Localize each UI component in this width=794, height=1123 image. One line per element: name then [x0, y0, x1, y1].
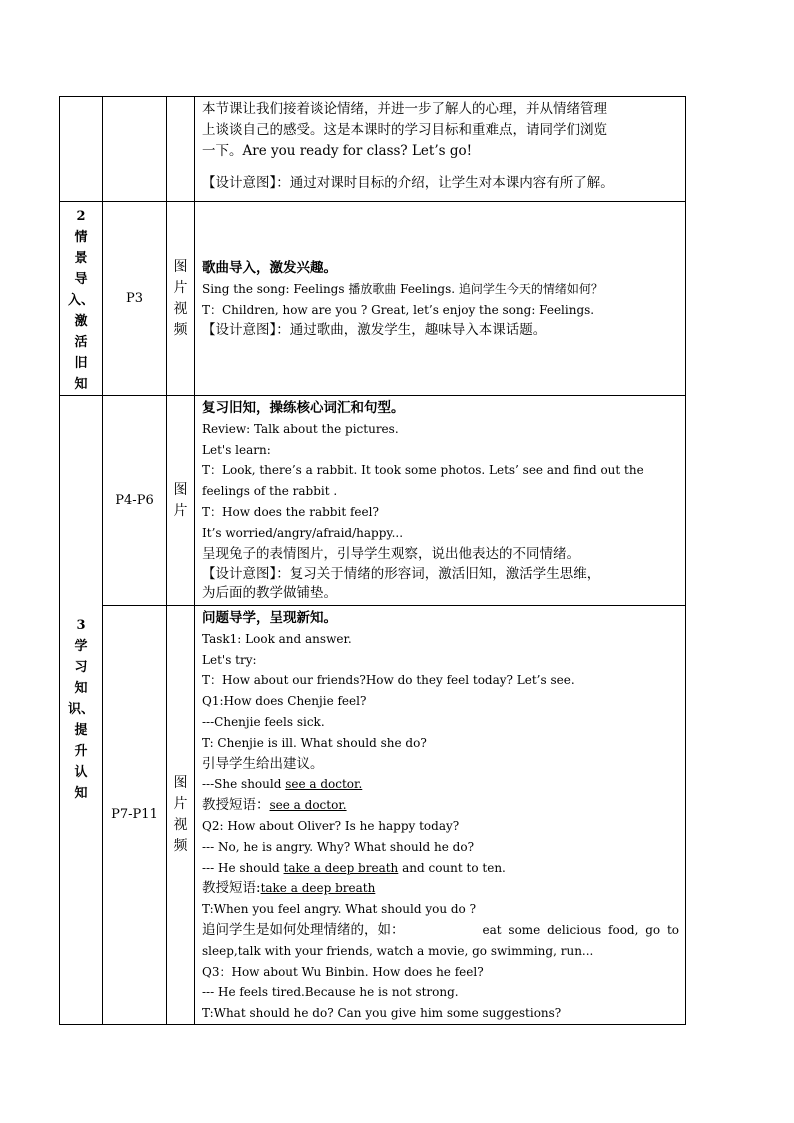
content-line: feelings of the rabbit . — [202, 484, 338, 499]
content-line: 上谈谈自己的感受。这是本课时的学习目标和重难点，请同学们浏览 — [202, 121, 607, 138]
content-line: Task1: Look and answer. — [202, 631, 352, 646]
stage-cell: 3 学 习 知 识、 提 升 认 知 — [60, 396, 103, 1025]
content-cell — [195, 97, 686, 202]
content-line: 本节课让我们接着谈论情绪，并进一步了解人的心理，并从情绪管理 — [202, 101, 607, 117]
content-cell — [195, 202, 686, 396]
content-line: T：Children, how are you ? Great, let’s enjoy the song: Feelings. — [202, 302, 595, 317]
lesson-plan-table — [59, 96, 686, 1025]
content-line: 呈现兔子的表情图片，引导学生观察，说出他表达的不同情绪。 — [202, 545, 580, 562]
media-cell: 图 片 视 频 — [167, 606, 195, 1025]
content-line: Q1:How does Chenjie feel? — [202, 694, 367, 709]
content-line: 引导学生给出建议。 — [202, 755, 324, 772]
content-line: It’s worried/angry/afraid/happy... — [202, 525, 404, 540]
page-cell: P4-P6 — [103, 396, 167, 606]
media-cell: 图 片 视 频 — [167, 202, 195, 396]
table-row — [60, 606, 686, 1025]
key-phrase: take a deep breath — [260, 881, 376, 896]
content-cell — [195, 606, 686, 1025]
page-cell: P3 — [103, 202, 167, 396]
content-line: ---Chenjie feels sick. — [202, 714, 325, 729]
table-row — [60, 202, 686, 396]
content-line: Q3：How about Wu Binbin. How does he feel? — [202, 964, 484, 979]
content-line: T: Chenjie is ill. What should she do? — [202, 735, 427, 750]
content-line: ---She should see a doctor. — [202, 777, 363, 792]
stage-cell — [60, 97, 103, 202]
design-intent: 【设计意图】：通过对课时目标的介绍，让学生对本课内容有所了解。 — [202, 175, 614, 192]
content-line: Let's try: — [202, 652, 257, 667]
design-intent: 【设计意图】：复习关于情绪的形容词，激活旧知，激活学生思维， — [202, 566, 601, 583]
content-line: Sing the song: Feelings 播放歌曲 Feelings. 追问学生今天的情绪如何？ — [202, 281, 603, 296]
content-line: 为后面的教学做铺垫。 — [202, 585, 337, 602]
content-line: --- He should take a deep breath and count to ten. — [202, 860, 506, 875]
content-cell — [195, 396, 686, 606]
table-row — [60, 97, 686, 202]
stage-cell: 2 情 景 导 入、 激 活 旧 知 — [60, 202, 103, 396]
content-line: T:What should he do? Can you give him some suggestions? — [202, 1006, 562, 1021]
content-line: Review: Talk about the pictures. — [202, 421, 399, 436]
media-cell: 图 片 — [167, 396, 195, 606]
design-intent: 【设计意图】：通过歌曲，激发学生，趣味导入本课话题。 — [202, 322, 547, 339]
page-cell — [103, 97, 167, 202]
content-line: 教授短语：see a doctor. — [202, 797, 347, 814]
section-heading: 歌曲导入，激发兴趣。 — [202, 259, 337, 276]
section-heading: 问题导学，呈现新知。 — [202, 610, 337, 626]
key-phrase: see a doctor. — [269, 798, 347, 813]
content-line: T：Look, there’s a rabbit. It took some photos. Lets’ see and find out the — [202, 463, 644, 478]
key-phrase: see a doctor. — [285, 777, 363, 792]
page-cell: P7-P11 — [103, 606, 167, 1025]
section-heading: 复习旧知，操练核心词汇和句型。 — [202, 400, 405, 416]
key-phrase: take a deep breath — [283, 860, 399, 875]
content-line: 追问学生是如何处理情绪的，如： eat some delicious food, go to — [202, 921, 679, 938]
content-line: T：How about our friends?How do they feel today? Let’s see. — [202, 673, 575, 688]
table-row — [60, 396, 686, 606]
content-line: --- He feels tired.Because he is not strong. — [202, 985, 459, 1000]
content-line: Q2: How about Oliver? Is he happy today? — [202, 818, 460, 833]
content-line: 一下。Are you ready for class? Let’s go! — [202, 142, 473, 159]
content-line: sleep,talk with your friends, watch a movie, go swimming, run... — [202, 943, 594, 958]
content-line: T:When you feel angry. What should you do ? — [202, 902, 477, 917]
content-line: 教授短语:take a deep breath — [202, 880, 376, 897]
content-line: --- No, he is angry. Why? What should he do? — [202, 839, 475, 854]
media-cell — [167, 97, 195, 202]
content-line: Let's learn: — [202, 442, 271, 457]
content-line: T：How does the rabbit feel? — [202, 504, 379, 519]
